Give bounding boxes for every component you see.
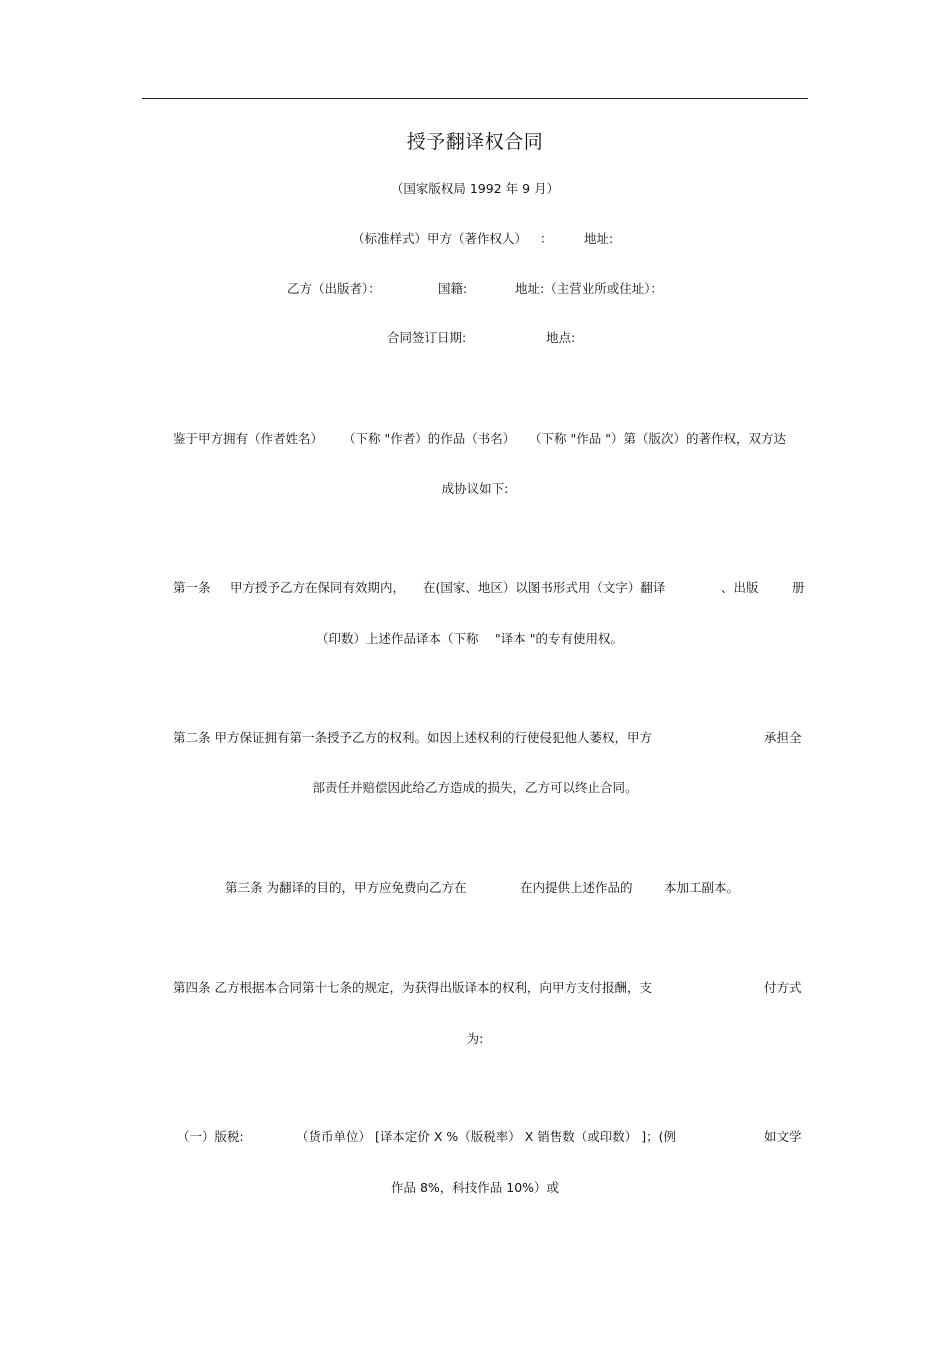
article1-text-a: 甲方授予乙方在保同有效期内，	[230, 580, 406, 595]
document-subtitle: （国家版权局 1992 年 9 月）	[390, 181, 560, 196]
document-title: 授予翻译权合同	[406, 131, 544, 153]
preamble-line1-c: （下称 "作品 "）第（版次）的著作权，双方达	[529, 431, 786, 446]
party-b-address: 地址:（主营业所或住址）：	[515, 281, 663, 296]
preamble-line1-a: 鉴于甲方拥有（作者姓名）	[173, 431, 324, 446]
article1-line2-a: （印数）上述作品译本（下称	[316, 631, 479, 646]
article4-line2: 为:	[466, 1031, 484, 1046]
article1-text-c: 、出版	[721, 580, 759, 595]
party-b-label: 乙方（出版者）：	[287, 281, 381, 296]
item1-formula: （货币单位） [译本定价 X %（版税率） X 销售数（或印数） ]；(例	[296, 1129, 676, 1144]
item1-label: （一）版税:	[177, 1129, 244, 1144]
article2-line2: 部责任并赔偿因此给乙方造成的损失，乙方可以终止合同。	[312, 780, 638, 795]
article3-text-a: 第三条 为翻译的目的，甲方应免费向乙方在	[225, 880, 467, 895]
article4-text-b: 付方式	[764, 980, 802, 995]
article1-text-d: 册	[792, 580, 805, 595]
item1-text-c: 如文学	[764, 1129, 802, 1144]
article2-text-b: 承担全	[764, 730, 802, 745]
party-b-nationality: 国籍:	[438, 281, 468, 296]
article1-number: 第一条	[173, 580, 211, 595]
article4-text-a: 第四条 乙方根据本合同第十七条的规定，为获得出版译本的权利，向甲方支付报酬，支	[173, 980, 652, 995]
party-a-label: （标准样式）甲方（著作权人）	[352, 231, 528, 246]
article1-line2-b: "译本 "的专有使用权。	[495, 631, 623, 646]
signing-place: 地点:	[546, 330, 576, 345]
article3-text-c: 本加工副本。	[664, 880, 740, 895]
signing-date: 合同签订日期:	[387, 330, 467, 345]
item1-line2: 作品 8%，科技作品 10%）或	[390, 1180, 560, 1195]
article1-text-b: 在(国家、地区）以图书形式用（文字）翻译	[423, 580, 666, 595]
preamble-line1-b: （下称 "作者）的作品（书名）	[343, 431, 516, 446]
article2-text-a: 第二条 甲方保证拥有第一条授予乙方的权利。如因上述权利的行使侵犯他人萎权，甲方	[173, 730, 652, 745]
preamble-line2: 成协议如下:	[441, 481, 509, 496]
party-a-sep: ：	[540, 231, 553, 246]
header-rule	[142, 98, 808, 99]
article3-text-b: 在内提供上述作品的	[520, 880, 633, 895]
party-a-address: 地址:	[584, 231, 614, 246]
